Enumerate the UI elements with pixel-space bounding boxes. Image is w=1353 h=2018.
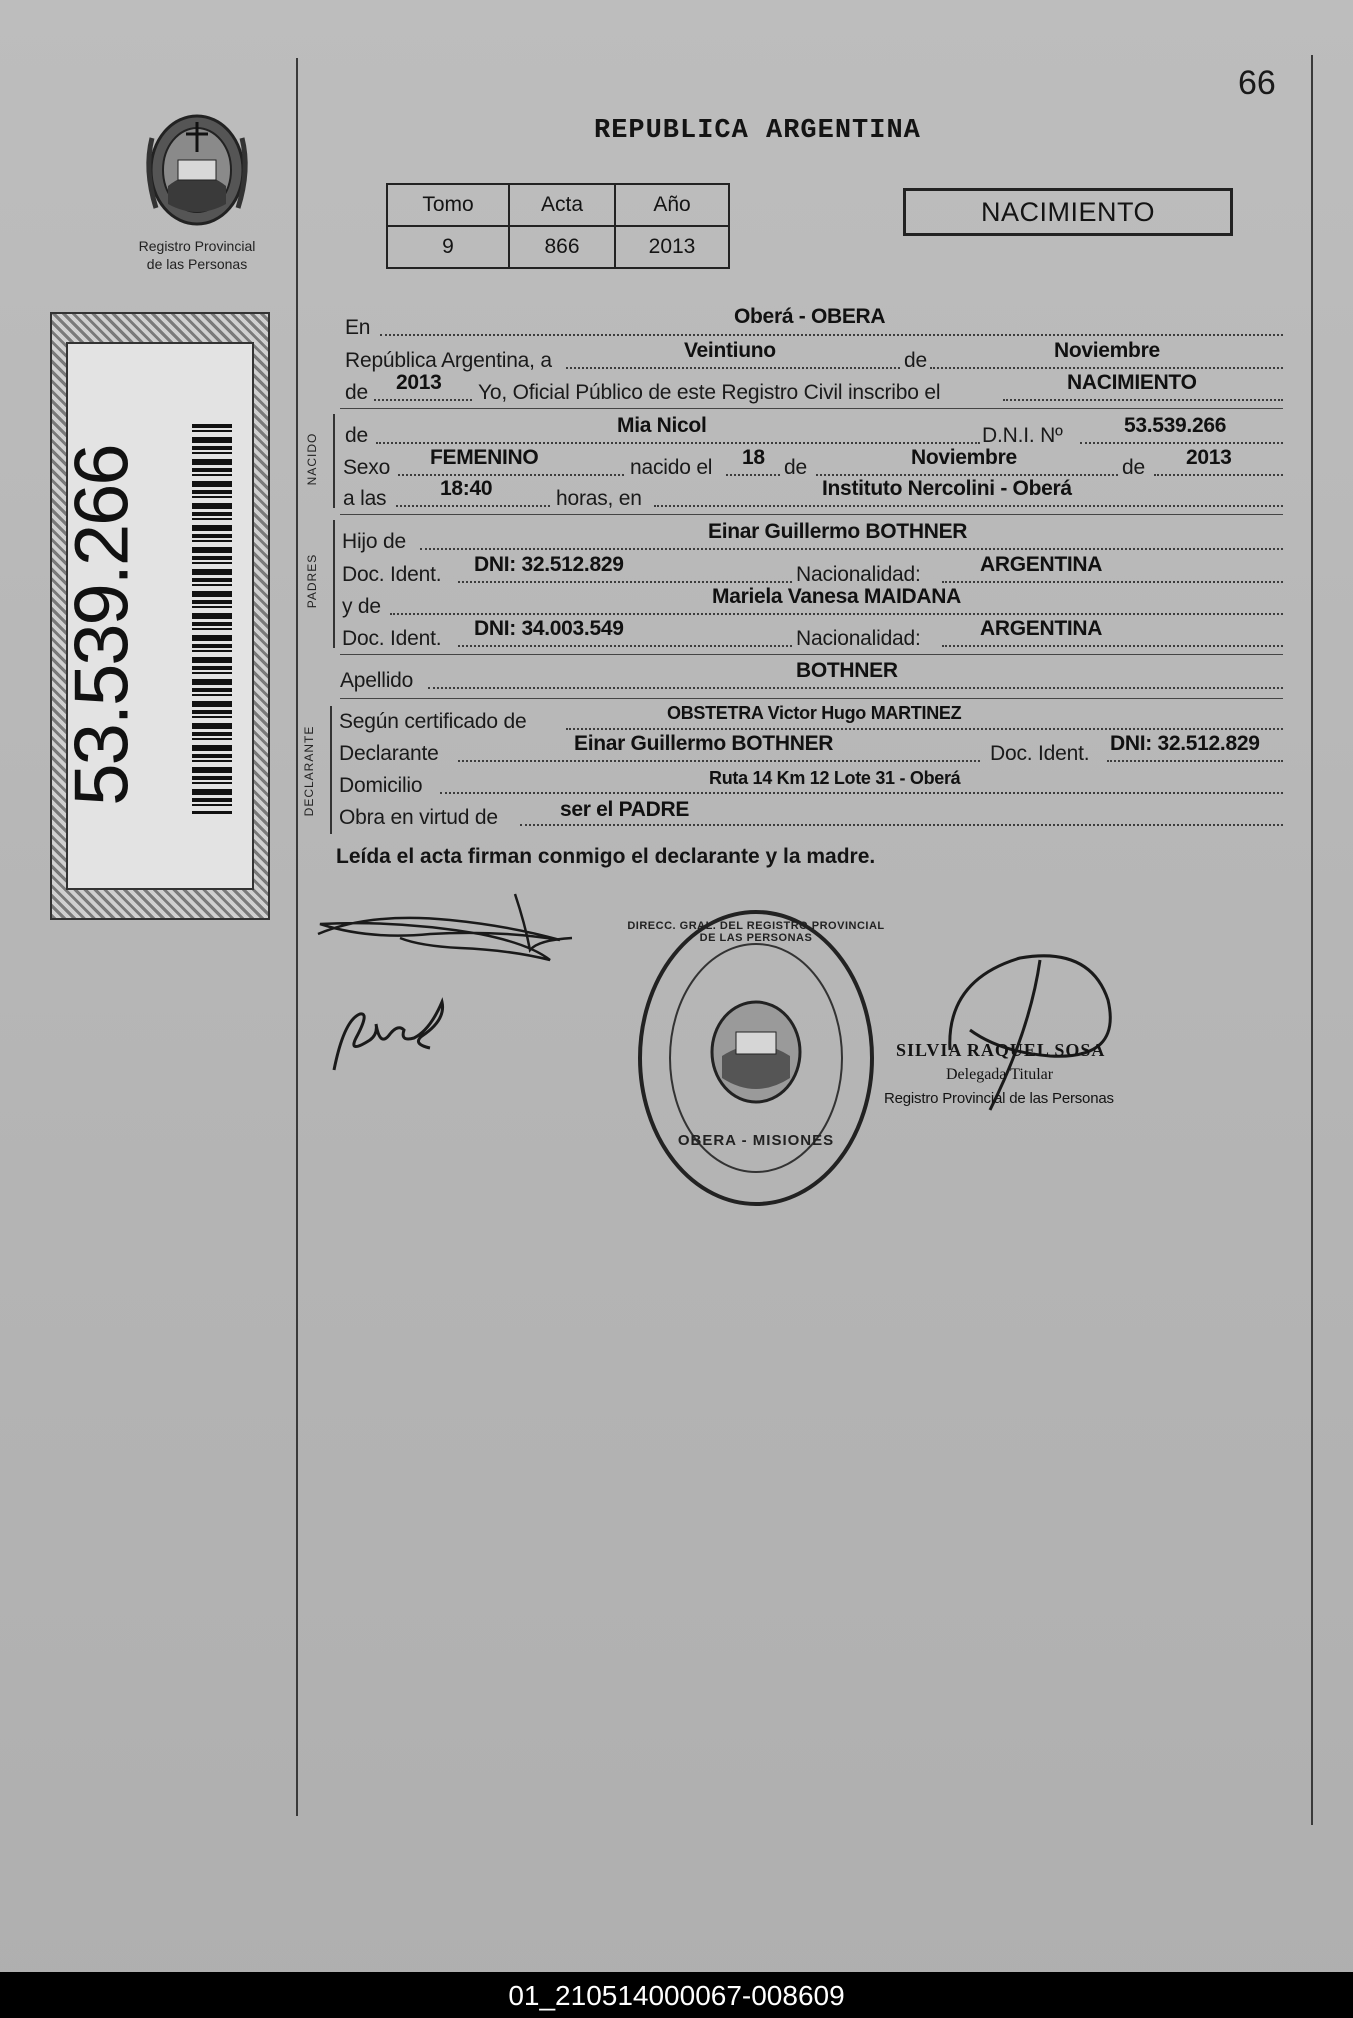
label-de-birth-month: de <box>784 456 807 479</box>
country-title: REPUBLICA ARGENTINA <box>594 116 921 146</box>
barcode-number: 53.539.266 <box>59 445 145 806</box>
dots-birth-time <box>396 505 550 507</box>
dots-en <box>380 334 1283 336</box>
label-obra-en-virtud: Obra en virtud de <box>339 806 498 829</box>
dots-certificate <box>566 728 1283 730</box>
label-hijo-de: Hijo de <box>342 530 406 553</box>
dots-birth-place <box>654 505 1283 507</box>
label-segun-certificado: Según certificado de <box>339 710 527 733</box>
dots-mother-nat <box>942 645 1283 647</box>
record-type-box: NACIMIENTO <box>903 188 1233 236</box>
right-margin-line <box>1311 55 1313 1825</box>
label-domicilio: Domicilio <box>339 774 423 797</box>
label-nacido-el: nacido el <box>630 456 713 479</box>
value-sex: FEMENINO <box>430 446 539 469</box>
bracket-declarante <box>330 706 332 834</box>
province-seal-icon <box>138 108 256 236</box>
label-doc-ident-decl: Doc. Ident. <box>990 742 1090 765</box>
value-birth-month: Noviembre <box>911 446 1017 469</box>
label-horas-en: horas, en <box>556 487 642 510</box>
value-day-words: Veintiuno <box>684 339 776 362</box>
label-doc-ident-2: Doc. Ident. <box>342 627 442 650</box>
label-doc-ident-1: Doc. Ident. <box>342 563 442 586</box>
value-child-dni: 53.539.266 <box>1124 414 1227 437</box>
label-nacionalidad-2: Nacionalidad: <box>796 627 921 650</box>
value-birth-year: 2013 <box>1186 446 1232 469</box>
label-de-name: de <box>345 424 368 447</box>
stamp-ring-text: DIRECC. GRAL. DEL REGISTRO PROVINCIAL DE LAS PERSONAS <box>627 920 885 944</box>
dots-birth-day <box>726 474 780 476</box>
divider-3 <box>340 654 1283 655</box>
value-month: Noviembre <box>1054 339 1160 362</box>
value-address: Ruta 14 Km 12 Lote 31 - Oberá <box>709 768 961 788</box>
divider-2 <box>340 514 1283 515</box>
dots-sex <box>398 474 624 476</box>
label-dni: D.N.I. Nº <box>982 424 1063 447</box>
closing-statement: Leída el acta firman conmigo el declarante y la madre. <box>336 845 876 868</box>
table-value-acta: 866 <box>509 226 615 268</box>
table-header-acta: Acta <box>509 184 615 226</box>
stamp-inner-text: OBERA - MISIONES <box>677 1132 835 1149</box>
logo-caption-line1: Registro Provincial <box>138 238 256 254</box>
footer-id: 01_210514000067-008609 <box>508 1980 845 2011</box>
table-header-ano: Año <box>615 184 729 226</box>
bracket-nacido <box>333 414 335 508</box>
dots-declarant-doc <box>1107 760 1283 762</box>
side-label-nacido: NACIDO <box>305 432 319 486</box>
value-father-name: Einar Guillermo BOTHNER <box>708 520 968 543</box>
side-label-declarante: DECLARANTE <box>302 725 316 817</box>
divider-1 <box>340 408 1283 409</box>
divider-4 <box>340 698 1283 699</box>
label-en: En <box>345 316 371 339</box>
table-value-ano: 2013 <box>615 226 729 268</box>
value-mother-doc: DNI: 34.003.549 <box>474 617 624 640</box>
official-office: Registro Provincial de las Personas <box>884 1090 1114 1107</box>
label-declarante: Declarante <box>339 742 439 765</box>
dots-day <box>566 367 900 369</box>
value-father-nationality: ARGENTINA <box>980 553 1103 576</box>
value-record-kind: NACIMIENTO <box>1067 371 1197 394</box>
dots-father-name <box>420 548 1283 550</box>
record-table <box>386 183 730 269</box>
dots-mother-name <box>390 613 1283 615</box>
value-mother-name: Mariela Vanesa MAIDANA <box>712 585 961 608</box>
registry-stamp <box>627 906 885 1210</box>
record-table-header-row <box>387 184 729 226</box>
declarant-signature <box>310 890 580 975</box>
label-nacionalidad-1: Nacionalidad: <box>796 563 921 586</box>
value-place: Oberá - OBERA <box>734 305 886 328</box>
official-name: SILVIA RAQUEL SOSA <box>896 1040 1106 1060</box>
table-value-tomo: 9 <box>387 226 509 268</box>
value-father-doc: DNI: 32.512.829 <box>474 553 624 576</box>
value-mother-nationality: ARGENTINA <box>980 617 1103 640</box>
value-surname: BOTHNER <box>796 659 898 682</box>
dots-father-doc <box>458 581 792 583</box>
page-number: 66 <box>1238 64 1276 102</box>
footer-bar <box>0 1972 1353 2018</box>
official-role: Delegada Titular <box>946 1066 1054 1083</box>
barcode-bars <box>192 424 232 814</box>
value-year: 2013 <box>396 371 442 394</box>
label-de-year: de <box>345 381 368 404</box>
dots-address <box>440 792 1283 794</box>
label-de-birth-year: de <box>1122 456 1145 479</box>
record-table-value-row <box>387 226 729 268</box>
label-yo-oficial: Yo, Oficial Público de este Registro Civil inscribo el <box>478 381 941 404</box>
left-margin-line <box>296 58 298 1816</box>
value-in-virtue-of: ser el PADRE <box>560 798 690 821</box>
value-certificate-by: OBSTETRA Victor Hugo MARTINEZ <box>667 703 962 723</box>
dots-declarant-name <box>458 760 980 762</box>
label-a-las: a las <box>343 487 387 510</box>
dots-record-kind <box>1003 399 1283 401</box>
dots-birth-year <box>1154 474 1283 476</box>
table-header-tomo: Tomo <box>387 184 509 226</box>
label-apellido: Apellido <box>340 669 414 692</box>
dots-in-virtue <box>520 824 1283 826</box>
dots-birth-month <box>816 474 1118 476</box>
value-declarant-name: Einar Guillermo BOTHNER <box>574 732 834 755</box>
value-declarant-doc: DNI: 32.512.829 <box>1110 732 1260 755</box>
label-de-month: de <box>904 349 927 372</box>
dots-dni <box>1080 442 1283 444</box>
value-birth-day: 18 <box>742 446 765 469</box>
label-republica: República Argentina, a <box>345 349 552 372</box>
dots-child-name <box>376 442 980 444</box>
signature-scribble-icon <box>326 990 456 1080</box>
official-stamp-icon <box>632 906 880 1210</box>
value-birth-place: Instituto Nercolini - Oberá <box>822 477 1072 500</box>
dots-mother-doc <box>458 645 792 647</box>
dots-surname <box>428 687 1283 689</box>
dots-month <box>930 367 1283 369</box>
bracket-padres <box>333 520 335 648</box>
mother-signature <box>326 990 456 1085</box>
label-y-de: y de <box>342 595 381 618</box>
dots-father-nat <box>942 581 1283 583</box>
value-child-name: Mia Nicol <box>617 414 707 437</box>
barcode-block <box>50 312 270 920</box>
dots-year <box>374 399 472 401</box>
province-logo <box>138 108 256 236</box>
signature-scribble-icon <box>310 890 580 970</box>
value-birth-time: 18:40 <box>440 477 493 500</box>
label-sexo: Sexo <box>343 456 391 479</box>
side-label-padres: PADRES <box>305 553 319 609</box>
logo-caption-line2: de las Personas <box>146 256 248 272</box>
